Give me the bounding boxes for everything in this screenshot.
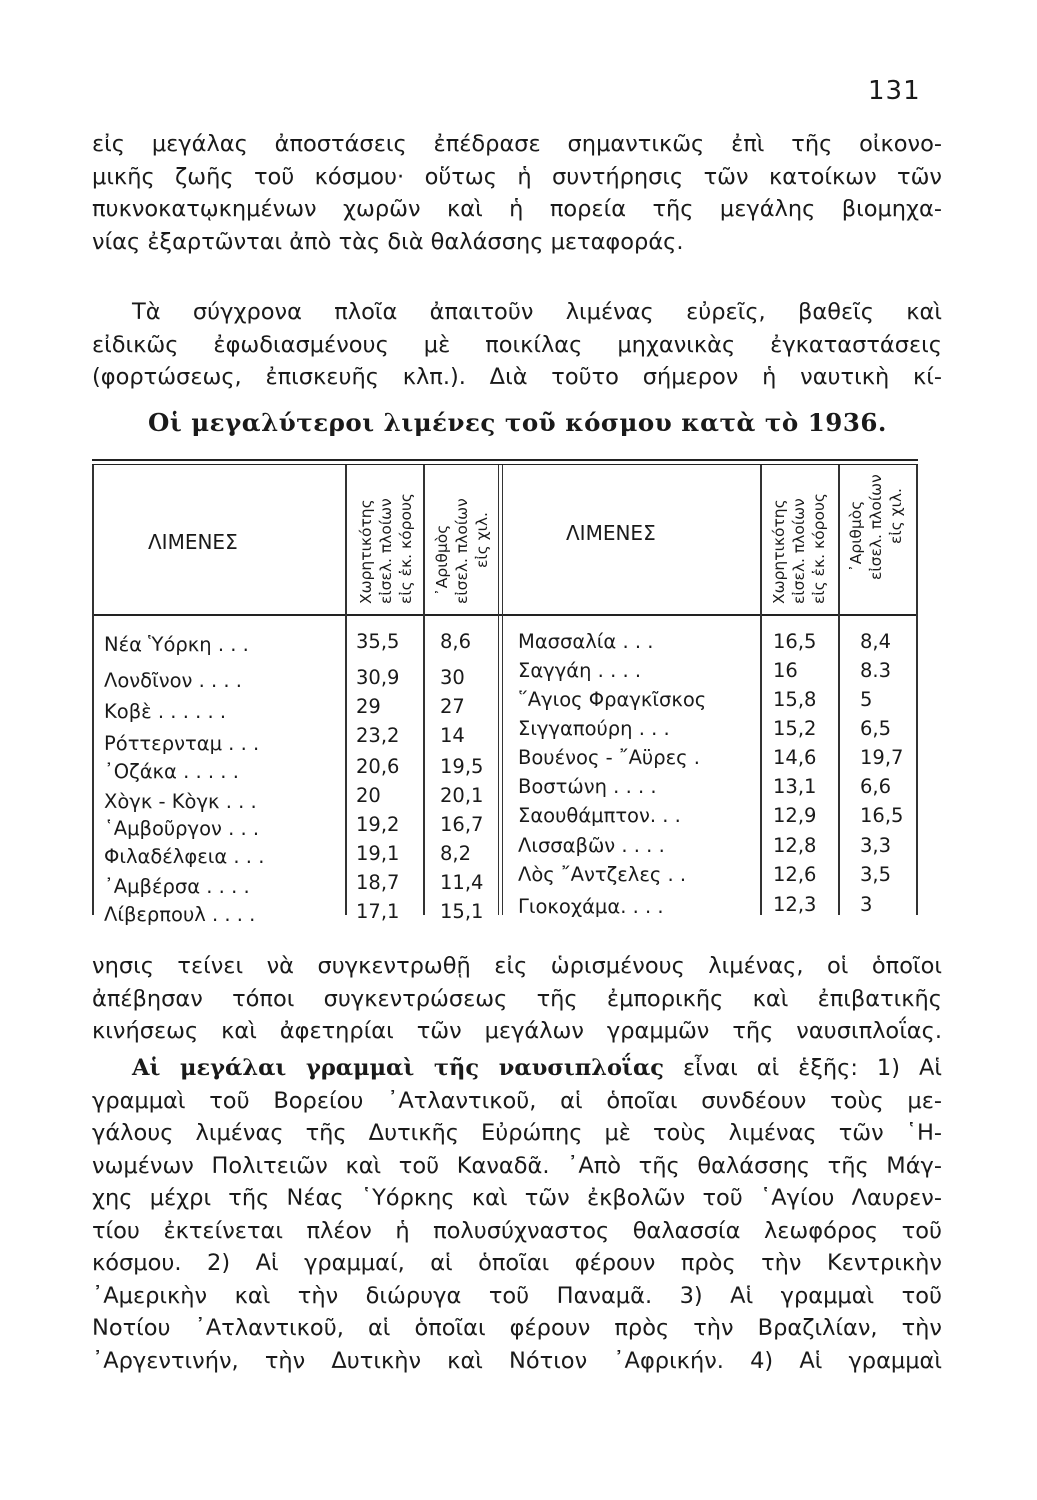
cell-count: 19,7 xyxy=(860,746,904,769)
paragraph-intro xyxy=(92,128,942,258)
section-lead-rest: εἶναι αἱ ἑξῆς: 1) Αἱ xyxy=(663,1055,943,1081)
cell-count: 6,6 xyxy=(860,775,892,798)
cell-count: 8.3 xyxy=(860,659,892,682)
cell-count: 20,1 xyxy=(440,784,484,807)
page-number: 131 xyxy=(868,76,921,106)
cell-count: 19,5 xyxy=(440,755,484,778)
cell-capacity: 20 xyxy=(356,784,381,807)
table-row xyxy=(104,845,264,869)
text-line: τίου ἐκτείνεται πλέον ἡ πολυσύχναστος θαλασσία λεωφόρος τοῦ xyxy=(92,1217,942,1244)
cell-capacity: 12,8 xyxy=(773,834,817,857)
table-row xyxy=(518,659,641,683)
table-row xyxy=(518,775,657,799)
table-row xyxy=(518,688,706,712)
text-line xyxy=(92,1052,942,1085)
header-ports-right: ΛΙΜΕΝΕΣ xyxy=(566,521,656,545)
table-row xyxy=(518,746,700,770)
text-line: Τὰ σύγχρονα πλοῖα ἀπαιτοῦν λιμένας εὐρεῖς, βαθεῖς καὶ xyxy=(132,299,942,325)
text-line: κόσμου. 2) Αἱ γραμμαί, αἱ ὁποῖαι φέρουν πρὸς τὴν Κεντρικὴν xyxy=(92,1250,942,1276)
text-line: ᾿Αργεντινήν, τὴν Δυτικὴν καὶ Νότιον ᾿Αφρικήν. 4) Αἱ γραμμαὶ xyxy=(92,1347,942,1374)
cell-count: 5 xyxy=(860,688,873,711)
port-name: Μασσαλία . . . xyxy=(518,630,654,653)
port-name: Κοβὲ . . . . . . xyxy=(104,700,227,723)
cell-capacity: 17,1 xyxy=(356,900,400,923)
text-line: ἀπέβησαν τόποι συγκεντρώσεως τῆς ἐμπορικῆς καὶ ἐπιβατικῆς xyxy=(92,985,942,1012)
paragraph-ports xyxy=(92,296,942,394)
port-name: Λονδῖνον . . . . xyxy=(104,669,242,692)
cell-capacity: 12,6 xyxy=(773,863,817,886)
table-row xyxy=(104,903,255,927)
text-line: εἰδικῶς ἐφωδιασμένους μὲ ποικίλας μηχανικὰς ἐγκαταστάσεις xyxy=(92,331,942,358)
port-name: Βοστώνη . . . . xyxy=(518,775,657,798)
text-line: Νοτίου ᾿Ατλαντικοῦ, αἱ ὁποῖαι φέρουν πρὸς τὴν Βραζιλίαν, τὴν xyxy=(92,1315,942,1341)
cell-count: 27 xyxy=(440,695,465,718)
header-count-left-3: εἰς χιλ. xyxy=(473,512,491,568)
cell-capacity: 16,5 xyxy=(773,630,817,653)
cell-capacity: 30,9 xyxy=(356,666,400,689)
text-line: γραμμαὶ τοῦ Βορείου ᾿Ατλαντικοῦ, αἱ ὁποῖαι συνδέουν τοὺς με- xyxy=(92,1087,942,1114)
cell-capacity: 14,6 xyxy=(773,746,817,769)
header-capacity-left-1: Χωρητικότης xyxy=(357,499,375,604)
header-capacity-right-3: εἰς ἑκ. κόρους xyxy=(810,492,828,604)
port-name: Λὸς ῎Αντζελες . . xyxy=(518,863,687,886)
port-name: ῾Αμβοῦργον . . . xyxy=(104,817,260,840)
table-row xyxy=(518,630,653,654)
header-count-right-3: εἰς χιλ. xyxy=(887,488,905,544)
cell-count: 3 xyxy=(860,893,873,916)
port-name: Φιλαδέλφεια . . . xyxy=(104,845,265,868)
header-capacity-left-3: εἰς ἑκ. κόρους xyxy=(397,492,415,604)
table-row xyxy=(518,834,665,858)
text-line: νίας ἐξαρτῶνται ἀπὸ τὰς διὰ θαλάσσης μεταφοράς. xyxy=(92,228,684,255)
cell-count: 3,5 xyxy=(860,863,892,886)
table-row xyxy=(104,633,249,657)
text-line: γάλους λιμένας τῆς Δυτικῆς Εὐρώπης μὲ τοὺς λιμένας τῶν ῾Η- xyxy=(92,1120,942,1146)
port-name: ῞Αγιος Φραγκῖσκος xyxy=(518,688,707,711)
cell-count: 15,1 xyxy=(440,900,484,923)
port-name: ᾿Οζάκα . . . . . xyxy=(104,760,239,783)
table-double-divider xyxy=(498,465,499,915)
port-name: Σαγγάη . . . . xyxy=(518,659,642,682)
table-row xyxy=(518,863,686,887)
header-count-right-2: εἰσελ. πλοίων xyxy=(867,474,885,580)
table-border-left xyxy=(92,465,94,915)
port-name: ᾿Αμβέρσα . . . . xyxy=(104,875,250,898)
cell-capacity: 19,2 xyxy=(356,813,400,836)
column-divider xyxy=(760,465,762,915)
text-line: πυκνοκατῳκημένων χωρῶν καὶ ἡ πορεία τῆς μεγάλης βιομηχα- xyxy=(92,196,942,222)
cell-count: 16,5 xyxy=(860,804,904,827)
cell-count: 3,3 xyxy=(860,834,892,857)
cell-capacity: 35,5 xyxy=(356,630,400,653)
column-divider xyxy=(345,465,347,915)
text-line: εἰς μεγάλας ἀποστάσεις ἐπέδρασε σημαντικῶς ἐπὶ τῆς οἰκονο- xyxy=(92,131,942,157)
cell-capacity: 12,3 xyxy=(773,893,817,916)
section-lead: Αἱ μεγάλαι γραμμαὶ τῆς ναυσιπλοΐας xyxy=(132,1055,664,1081)
header-count-left-1: ᾿Αριθμὸς xyxy=(433,524,451,596)
header-count-left-2: εἰσελ. πλοίων xyxy=(453,498,471,604)
header-ports-left: ΛΙΜΕΝΕΣ xyxy=(148,530,238,554)
cell-capacity: 13,1 xyxy=(773,775,817,798)
text-line: ᾿Αμερικὴν καὶ τὴν διώρυγα τοῦ Παναμᾶ. 3) Αἱ γραμμαὶ τοῦ xyxy=(92,1282,942,1309)
text-line: χης μέχρι τῆς Νέας ῾Υόρκης καὶ τῶν ἐκβολῶν τοῦ ῾Αγίου Λαυρεν- xyxy=(92,1185,942,1211)
cell-capacity: 23,2 xyxy=(356,724,400,747)
table-row xyxy=(104,817,259,841)
cell-count: 16,7 xyxy=(440,813,484,836)
text-line: κινήσεως καὶ ἀφετηρίαι τῶν μεγάλων γραμμῶν τῆς ναυσιπλοΐας. xyxy=(92,1018,942,1044)
table-header-rule xyxy=(92,614,918,616)
text-line: (φορτώσεως, ἐπισκευῆς κλπ.). Διὰ τοῦτο σήμερον ἡ ναυτικὴ κί- xyxy=(92,364,942,390)
table-top-rule xyxy=(92,459,918,461)
paragraph-after-table xyxy=(92,950,942,1048)
table-row xyxy=(104,875,250,899)
table-row xyxy=(518,895,664,919)
cell-count: 8,6 xyxy=(440,630,472,653)
cell-capacity: 16 xyxy=(773,659,798,682)
cell-count: 14 xyxy=(440,724,465,747)
cell-count: 6,5 xyxy=(860,717,892,740)
table-title: Οἱ μεγαλύτεροι λιμένες τοῦ κόσμου κατὰ τὸ 1936. xyxy=(148,408,887,437)
port-name: Ρόττερνταμ . . . xyxy=(104,732,260,755)
port-name: Νέα Ὑόρκη . . . xyxy=(104,633,249,656)
port-name: Σιγγαπούρη . . . xyxy=(518,717,670,740)
header-count-right-1: ᾿Αριθμὸς xyxy=(847,500,865,572)
cell-capacity: 29 xyxy=(356,695,381,718)
cell-count: 8,2 xyxy=(440,842,472,865)
cell-capacity: 15,8 xyxy=(773,688,817,711)
cell-capacity: 15,2 xyxy=(773,717,817,740)
text-line: νησις τείνει νὰ συγκεντρωθῇ εἰς ὡρισμένους λιμένας, οἱ ὁποῖοι xyxy=(92,953,942,979)
table-row xyxy=(104,732,259,756)
column-divider xyxy=(423,465,425,915)
cell-capacity: 20,6 xyxy=(356,755,400,778)
text-line: μικῆς ζωῆς τοῦ κόσμου· οὕτως ἡ συντήρησις τῶν κατοίκων τῶν xyxy=(92,163,942,190)
table-top-rule-2 xyxy=(92,464,918,465)
table-row xyxy=(104,669,242,693)
table-row xyxy=(518,717,670,741)
cell-count: 8,4 xyxy=(860,630,892,653)
table-row xyxy=(104,790,257,814)
cell-count: 30 xyxy=(440,666,465,689)
table-border-right xyxy=(916,465,918,915)
port-name: Λίβερπουλ . . . . xyxy=(104,903,256,926)
port-name: Χὸγκ - Κὸγκ . . . xyxy=(104,790,257,813)
cell-capacity: 18,7 xyxy=(356,871,400,894)
port-name: Σαουθάμπτον. . . xyxy=(518,804,681,827)
text-line: νωμένων Πολιτειῶν καὶ τοῦ Καναδᾶ. ᾿Απὸ τῆς θαλάσσης τῆς Μάγ- xyxy=(92,1152,942,1179)
cell-capacity: 12,9 xyxy=(773,804,817,827)
port-name: Γιοκοχάμα. . . . xyxy=(518,895,664,918)
paragraph-shipping-lines xyxy=(92,1052,942,1377)
table-row xyxy=(104,700,226,724)
cell-capacity: 19,1 xyxy=(356,842,400,865)
port-name: Βουένος - ῎Αϋρες . xyxy=(518,746,700,769)
header-capacity-right-2: εἰσελ. πλοίων xyxy=(790,498,808,604)
port-name: Λισσαβῶν . . . . xyxy=(518,834,665,857)
table-row xyxy=(518,804,681,828)
column-divider xyxy=(838,465,840,915)
header-capacity-right-1: Χωρητικότης xyxy=(770,499,788,604)
header-capacity-left-2: εἰσελ. πλοίων xyxy=(377,498,395,604)
cell-count: 11,4 xyxy=(440,871,484,894)
table-row xyxy=(104,760,239,784)
